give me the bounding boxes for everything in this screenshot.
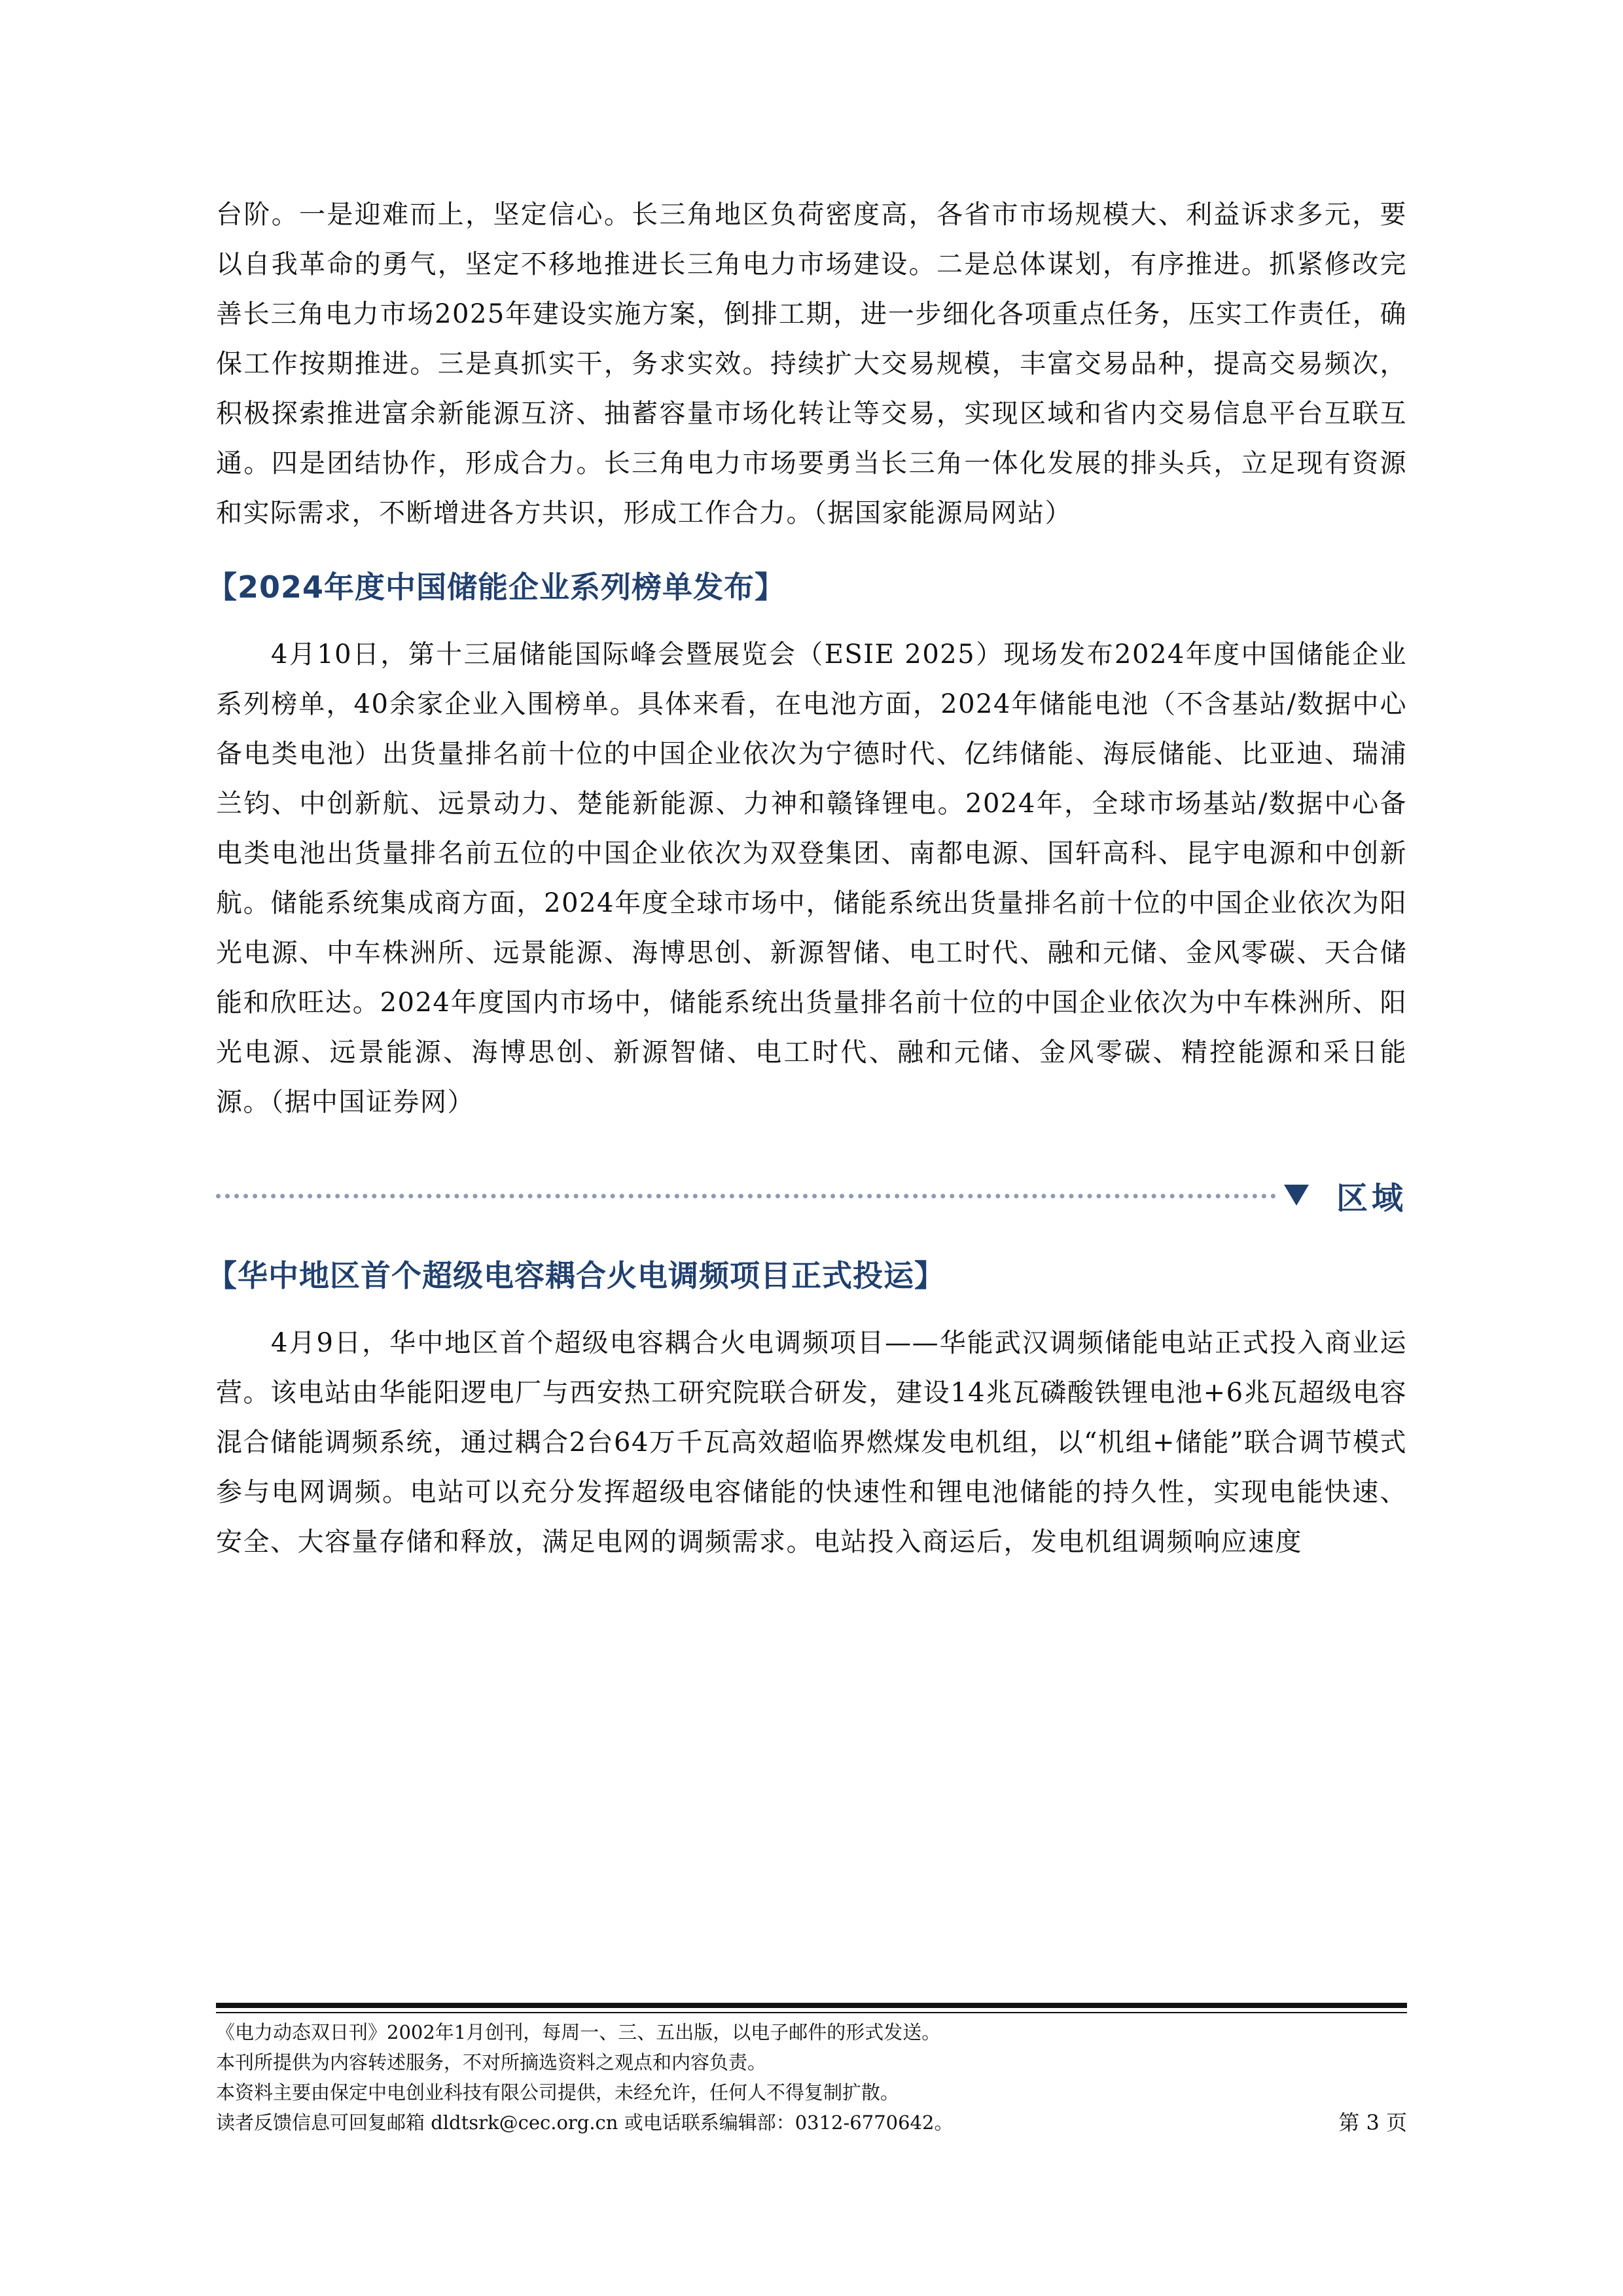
dotted-rule (216, 1194, 1276, 1198)
footer-line: 《电力动态双日刊》2002年1月创刊，每周一、三、五出版，以电子邮件的形式发送。 (216, 2021, 941, 2043)
footer-rule (216, 2003, 1407, 2008)
article-title-storage-rankings: 【2024年度中国储能企业系列榜单发布】 (207, 569, 786, 605)
main-content (207, 190, 1407, 1567)
triangle-down-icon (1284, 1185, 1309, 1206)
intro-paragraph: 台阶。一是迎难而上，坚定信心。长三角地区负荷密度高，各省市市场规模大、利益诉求多元，要以自我革命的勇气，坚定不移地推进长三角电力市场建设。二是总体谋划，有序推进。抓紧修改完善长三角电力市场2025年建设实施方案，倒排工期，进一步细化各项重点任务，压实工作责任，确保工作按期推进。三是真抓实干，务求实效。持续扩大交易规模，丰富交易品种，提高交易频次，积极探索推进富余新能源互济、抽蓄容量市场化转让等交易，实现区域和省内交易信息平台互联互通。四是团结协作，形成合力。长三角电力市场要勇当长三角一体化发展的排头兵，立足现有资源和实际需求，不断增进各方共识，形成工作合力。（据国家能源局网站） (216, 200, 1407, 528)
article-body-supercapacitor: 4月9日，华中地区首个超级电容耦合火电调频项目——华能武汉调频储能电站正式投入商业运营。该电站由华能阳逻电厂与西安热工研究院联合研发，建设14兆瓦磷酸铁锂电池+6兆瓦超级电容混合储能调频系统，通过耦合2台64万千瓦高效超临界燃煤发电机组，以“机组+储能”联合调节模式参与电网调频。电站可以充分发挥超级电容储能的快速性和锂电池储能的持久性，实现电能快速、安全、大容量存储和释放，满足电网的调频需求。电站投入商运后，发电机组调频响应速度 (216, 1328, 1407, 1557)
article-body-storage-rankings: 4月10日，第十三届储能国际峰会暨展览会（ESIE 2025）现场发布2024年度中国储能企业系列榜单，40余家企业入围榜单。具体来看，在电池方面，2024年储能电池（不含基站/数据中心备电类电池）出货量排名前十位的中国企业依次为宁德时代、亿纬储能、海辰储能、比亚迪、瑞浦兰钧、中创新航、远景动力、楚能新能源、力神和赣锋锂电。2024年，全球市场基站/数据中心备电类电池出货量排名前五位的中国企业依次为双登集团、南都电源、国轩高科、昆宇电源和中创新航。储能系统集成商方面，2024年度全球市场中，储能系统出货量排名前十位的中国企业依次为阳光电源、中车株洲所、远景能源、海博思创、新源智储、电工时代、融和元储、金风零碳、天合储能和欣旺达。2024年度国内市场中，储能系统出货量排名前十位的中国企业依次为中车株洲所、阳光电源、远景能源、海博思创、新源智储、电工时代、融和元储、金风零碳、精控能源和采日能源。（据中国证券网） (216, 639, 1407, 1117)
footer-rule-thin (216, 2012, 1407, 2013)
footer-line: 本资料主要由保定中电创业科技有限公司提供，未经允许，任何人不得复制扩散。 (216, 2081, 900, 2104)
article-title-supercapacitor: 【华中地区首个超级电容耦合火电调频项目正式投运】 (207, 1258, 945, 1293)
page-number: 第 3 页 (1338, 2110, 1407, 2135)
footer-contact-line: 读者反馈信息可回复邮箱 dldtsrk@cec.org.cn 或电话联系编辑部：0312-6770642。 (216, 2111, 954, 2134)
section-divider (216, 1161, 1407, 1227)
section-label: 区域 (1336, 1180, 1407, 1217)
footer-line: 本刊所提供为内容转述服务，不对所摘选资料之观点和内容负责。 (216, 2051, 767, 2073)
footer (216, 2017, 1407, 2138)
